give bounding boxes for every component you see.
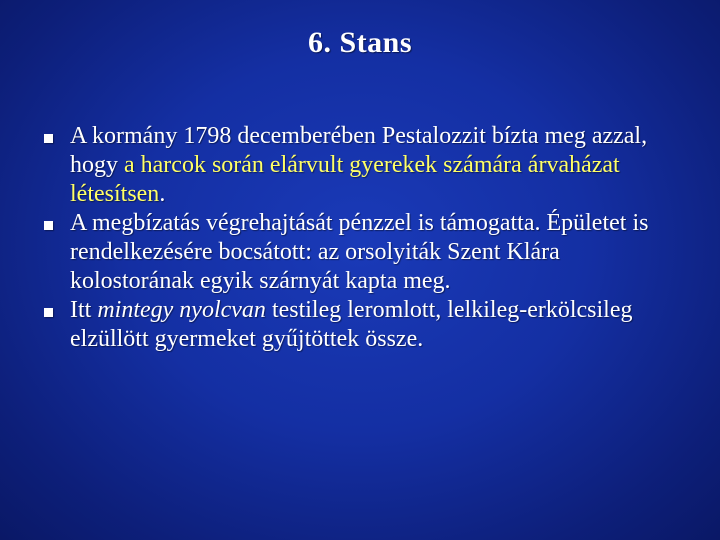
bullet-3-text: Itt [70,297,98,323]
bullet-1-text: A kormány 1798 decemberében Pestalozzit bízta meg azzal, hogy [70,123,648,178]
bullet-item-3 [44,296,684,354]
square-bullet-icon [44,308,53,317]
bullet-list [44,122,684,354]
bullet-item-1 [44,122,684,209]
bullet-item-2 [44,209,684,296]
bullet-3-end: testileg leromlott, lelkileg-erkölcsileg elzüllött gyermeket gyűjtöttek össze. [70,297,633,352]
bullet-3-italic: mintegy nyolcvan [97,297,266,323]
square-bullet-icon [44,134,53,143]
square-bullet-icon [44,221,53,230]
bullet-1-end: . [159,181,166,207]
bullet-1-highlight: a harcok során elárvult gyerekek számára árvaházat létesítsen [70,152,620,207]
slide-title: 6. Stans [307,26,413,59]
bullet-2-text: A megbízatás végrehajtását pénzzel is támogatta. Épületet is rendelkezésére bocsátott: az orsolyiták Szent Klára kolostorának egyik szárnyát kapta meg. [70,210,649,294]
